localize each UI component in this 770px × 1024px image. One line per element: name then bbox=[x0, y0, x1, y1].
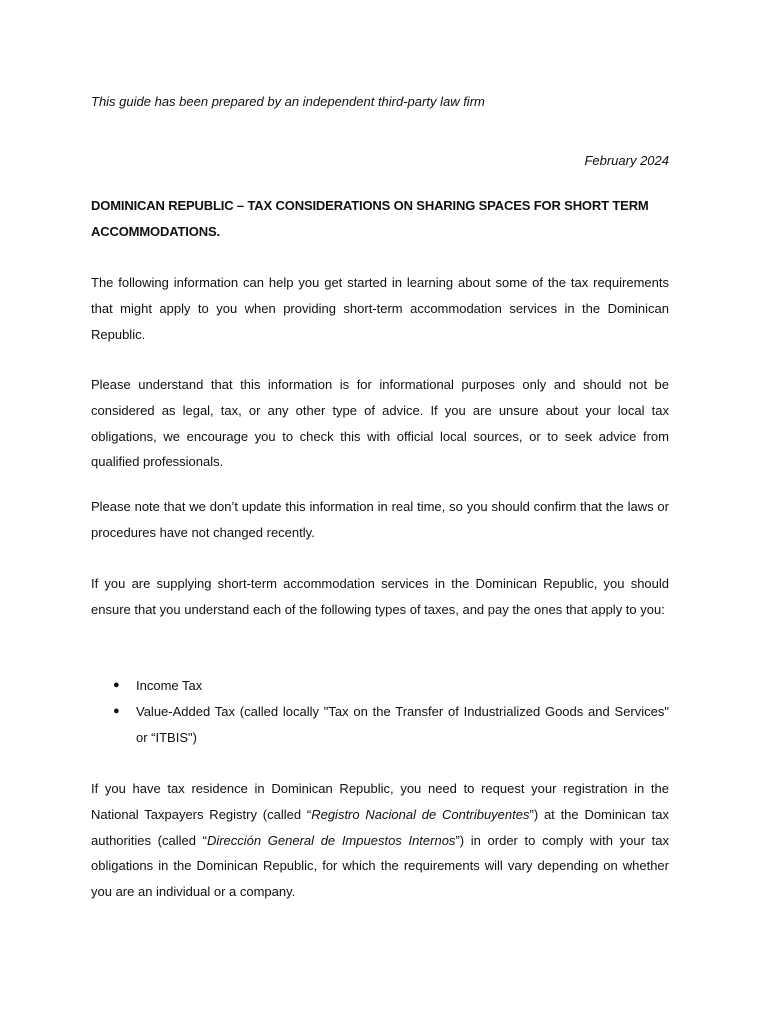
paragraph-tax-types: If you are supplying short-term accommodation services in the Dominican Republic, you should ensure that you understand each of the following types of taxes, and pay the ones that apply to you: bbox=[91, 576, 669, 617]
registration-text-3: ”) in order to comply with your tax obligations in the Dominican Republic, for which the requirements will vary depending on whether you are an individual or a company. bbox=[91, 832, 669, 900]
paragraph-update-note: Please note that we don’t update this information in real time, so you should confirm that the laws or procedures have not changed recently. bbox=[91, 499, 669, 540]
tax-authority-name: Dirección General de Impuestos Internos bbox=[206, 832, 456, 848]
bullet-icon: ● bbox=[113, 704, 120, 717]
paragraph-registration bbox=[91, 776, 669, 905]
list-item bbox=[91, 673, 669, 699]
document-heading: DOMINICAN REPUBLIC – TAX CONSIDERATIONS ON SHARING SPACES FOR SHORT TERM ACCOMMODATIONS. bbox=[91, 198, 649, 239]
registration-text-2: ”) at the Dominican tax authorities (called “ bbox=[91, 806, 669, 848]
bullet-icon: ● bbox=[113, 679, 120, 691]
registration-text-1: If you have tax residence in Dominican Republic, you need to request your registration in the National Taxpayers Registry (called “ bbox=[91, 781, 669, 822]
paragraph-disclaimer: Please understand that this information is for informational purposes only and should not be considered as legal, tax, or any other type of advice. If you are unsure about your local tax obligations, we encourage you to check this with official local sources, or to seek advice from qualified professionals. bbox=[91, 377, 669, 470]
preface-note: This guide has been prepared by an independent third-party law firm bbox=[91, 94, 485, 109]
paragraph-intro: The following information can help you get started in learning about some of the tax requirements that might apply to you when providing short-term accommodation services in the Dominican Republic. bbox=[91, 275, 669, 342]
tax-types-list bbox=[91, 673, 669, 750]
list-item-text: Income Tax bbox=[136, 678, 203, 693]
registry-name: Registro Nacional de Contribuyentes bbox=[311, 806, 530, 822]
list-item bbox=[91, 699, 669, 751]
list-item-text: Value-Added Tax (called locally "Tax on the Transfer of Industrialized Goods and Services" or “ITBIS") bbox=[136, 703, 669, 745]
document-date: February 2024 bbox=[584, 153, 669, 168]
